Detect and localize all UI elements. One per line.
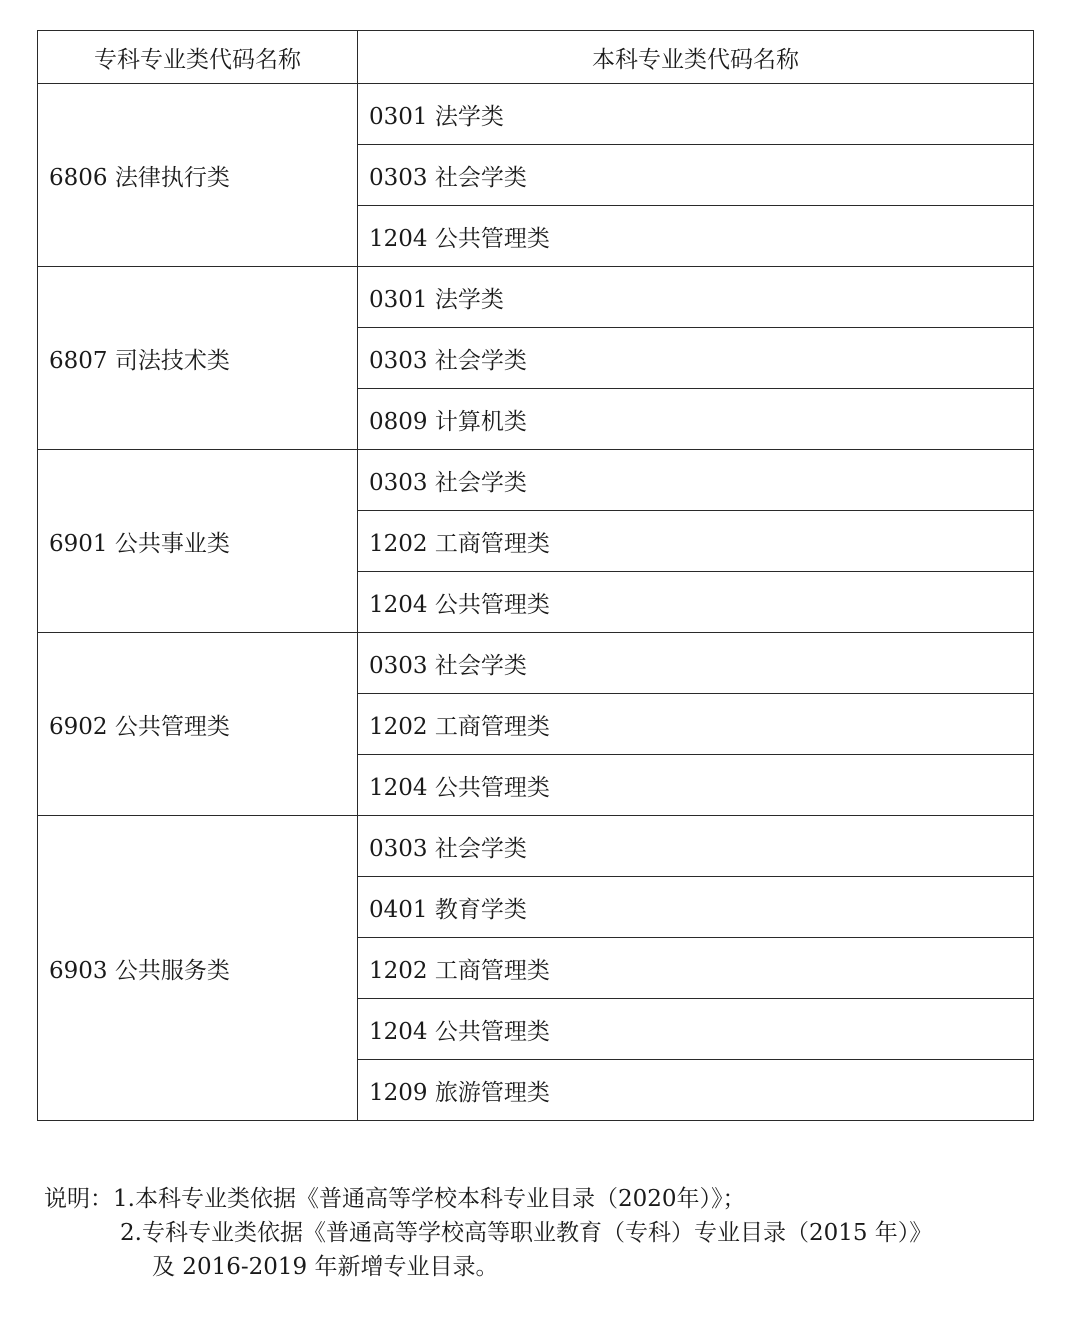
group-name: 6903 公共服务类 xyxy=(38,816,358,1121)
majors-table xyxy=(37,30,1034,1121)
major-item: 0303 社会学类 xyxy=(358,328,1034,389)
table-row xyxy=(38,267,1034,328)
major-item: 0301 法学类 xyxy=(358,84,1034,145)
notes xyxy=(44,1182,932,1284)
table-row xyxy=(38,633,1034,694)
major-item: 1202 工商管理类 xyxy=(358,694,1034,755)
group-name: 6901 公共事业类 xyxy=(38,450,358,633)
major-item: 0303 社会学类 xyxy=(358,145,1034,206)
major-item: 1204 公共管理类 xyxy=(358,999,1034,1060)
table-row xyxy=(38,816,1034,877)
note-line-2: 2.专科专业类依据《普通高等学校高等职业教育（专科）专业目录（2015 年）》 xyxy=(120,1220,933,1246)
major-item: 1209 旅游管理类 xyxy=(358,1060,1034,1121)
major-item: 0401 教育学类 xyxy=(358,877,1034,938)
major-item: 0303 社会学类 xyxy=(358,633,1034,694)
major-item: 1204 公共管理类 xyxy=(358,572,1034,633)
group-name: 6807 司法技术类 xyxy=(38,267,358,450)
table-row xyxy=(38,84,1034,145)
major-item: 1204 公共管理类 xyxy=(358,206,1034,267)
major-item: 0301 法学类 xyxy=(358,267,1034,328)
major-item: 1204 公共管理类 xyxy=(358,755,1034,816)
note-line-3: 及 2016-2019 年新增专业目录。 xyxy=(152,1254,499,1280)
major-item: 0809 计算机类 xyxy=(358,389,1034,450)
major-item: 0303 社会学类 xyxy=(358,816,1034,877)
header-vocational: 专科专业类代码名称 xyxy=(38,31,358,84)
group-name: 6902 公共管理类 xyxy=(38,633,358,816)
major-item: 0303 社会学类 xyxy=(358,450,1034,511)
major-item: 1202 工商管理类 xyxy=(358,511,1034,572)
major-item: 1202 工商管理类 xyxy=(358,938,1034,999)
note-line-1: 说明：1.本科专业类依据《普通高等学校本科专业目录（2020年）》； xyxy=(44,1186,746,1212)
header-undergraduate: 本科专业类代码名称 xyxy=(358,31,1034,84)
header-row xyxy=(38,31,1034,84)
group-name: 6806 法律执行类 xyxy=(38,84,358,267)
table-row xyxy=(38,450,1034,511)
